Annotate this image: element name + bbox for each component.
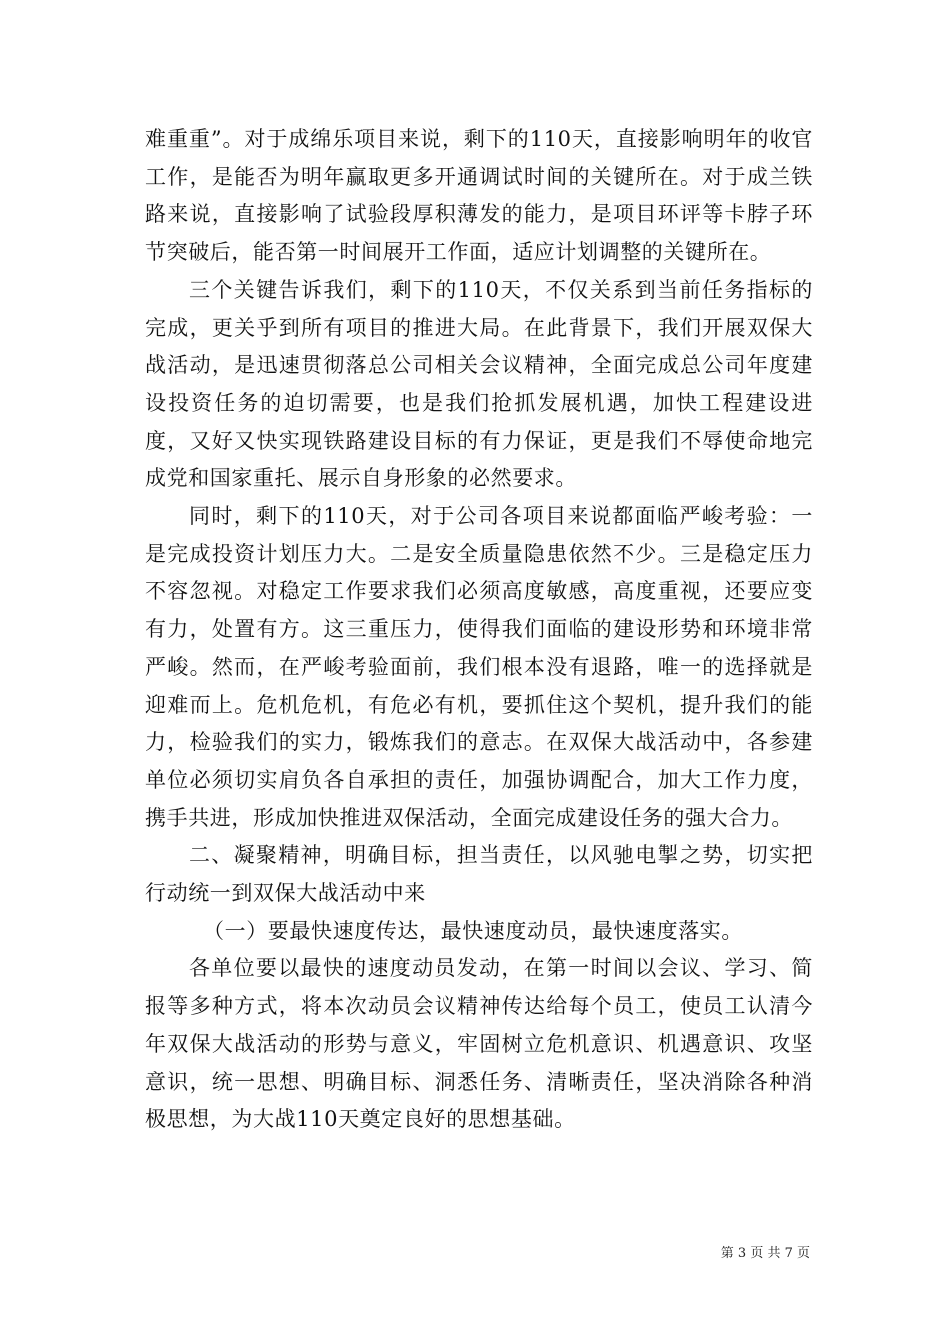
subsection-heading-one: （一）要最快速度传达，最快速度动员，最快速度落实。 — [203, 918, 743, 943]
paragraph-three-keys: 三个关键告诉我们，剩下的110天，不仅关系到当前任务指标的完成，更关乎到所有项目的推进大局。在此背景下，我们开展双保大战活动，是迅速贯彻落总公司相关会议精神，全面完成总公司年度建设投资任务的迫切需要，也是我们抢抓发展机遇，加快工程建设进度，又好又快实现铁路建设目标的有力保证，更是我们不辱使命地完成党和国家重托、展示自身形象的必然要求。 — [145, 277, 813, 491]
section-heading-two: 二、凝聚精神，明确目标，担当责任，以风驰电掣之势，切实把行动统一到双保大战活动中来 — [145, 843, 813, 906]
paragraph-challenges: 同时，剩下的110天，对于公司各项目来说都面临严峻考验：一是完成投资计划压力大。二是安全质量隐患依然不少。三是稳定压力不容忽视。对稳定工作要求我们必须高度敏感，高度重视，还要应变有力，处置有方。这三重压力，使得我们面临的建设形势和环境非常严峻。然而，在严峻考验面前，我们根本没有退路，唯一的选择就是迎难而上。危机危机，有危必有机，要抓住这个契机，提升我们的能力，检验我们的实力，锻炼我们的意志。在双保大战活动中，各参建单位必须切实肩负各自承担的责任，加强协调配合，加大工作力度，携手共进，形成加快推进双保活动，全面完成建设任务的强大合力。 — [145, 504, 813, 830]
paragraph-continuation: 难重重”。对于成绵乐项目来说，剩下的110天，直接影响明年的收官工作，是能否为明年赢取更多开通调试时间的关键所在。对于成兰铁路来说，直接影响了试验段厚积薄发的能力，是项目环评等卡脖子环节突破后，能否第一时间展开工作面，适应计划调整的关键所在。 — [145, 127, 813, 265]
document-body — [145, 121, 813, 1139]
paragraph-mobilization: 各单位要以最快的速度动员发动，在第一时间以会议、学习、简报等多种方式，将本次动员会议精神传达给每个员工，使员工认清今年双保大战活动的形势与意义，牢固树立危机意识、机遇意识、攻坚意识，统一思想、明确目标、洞悉任务、清晰责任，坚决消除各种消极思想，为大战110天奠定良好的思想基础。 — [145, 956, 813, 1132]
page-number-footer: 第 3 页 共 7 页 — [720, 1246, 810, 1261]
